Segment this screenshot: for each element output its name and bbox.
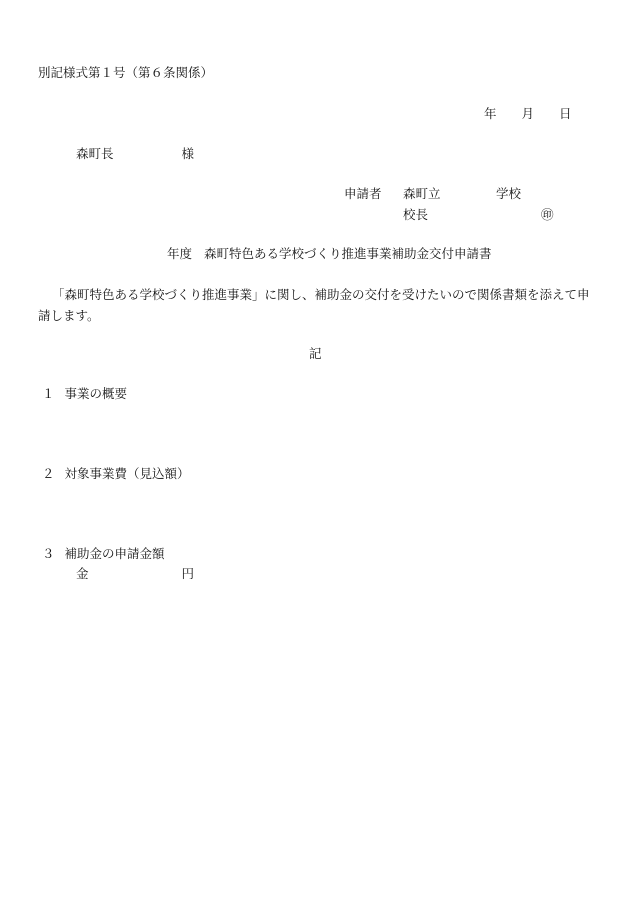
section-2: [42, 466, 190, 482]
addressee-name: 森町長: [76, 146, 114, 161]
addressee-line: [76, 146, 194, 162]
title-fiscal-year: 年度: [167, 246, 193, 261]
body-paragraph: 「森町特色ある学校づくり推進事業」に関し、補助金の交付を受けたいので関係書類を添えて申請します。: [38, 287, 590, 323]
section-2-number: ２: [42, 466, 55, 481]
form-number: 別記様式第１号（第６条関係）: [38, 65, 214, 80]
section-3-number: ３: [42, 546, 55, 561]
date-day-label: 日: [559, 106, 572, 121]
section-1-number: １: [42, 386, 55, 401]
notation-mark: 記: [309, 346, 322, 361]
section-1-label: 事業の概要: [64, 386, 128, 401]
school-name-prefix: 森町立: [403, 186, 441, 201]
date-year-label: 年: [484, 106, 497, 121]
section-3-label: 補助金の申請金額: [64, 546, 165, 561]
section-3: [42, 546, 165, 562]
addressee-honorific: 様: [181, 146, 195, 161]
principal-label: 校長: [403, 207, 429, 222]
amount-suffix: 円: [181, 566, 195, 581]
applicant-label: 申請者: [344, 186, 382, 201]
date-month-label: 月: [521, 106, 535, 121]
section-1: [42, 386, 127, 402]
section-2-label: 対象事業費（見込額）: [64, 466, 190, 481]
document-title: [167, 246, 492, 262]
seal-mark: ㊞: [541, 207, 554, 222]
amount-prefix: 金: [76, 566, 89, 581]
amount-line: [76, 566, 194, 582]
title-main: 森町特色ある学校づくり推進事業補助金交付申請書: [204, 246, 492, 261]
school-name-suffix: 学校: [496, 186, 522, 201]
date-line: [484, 106, 572, 122]
